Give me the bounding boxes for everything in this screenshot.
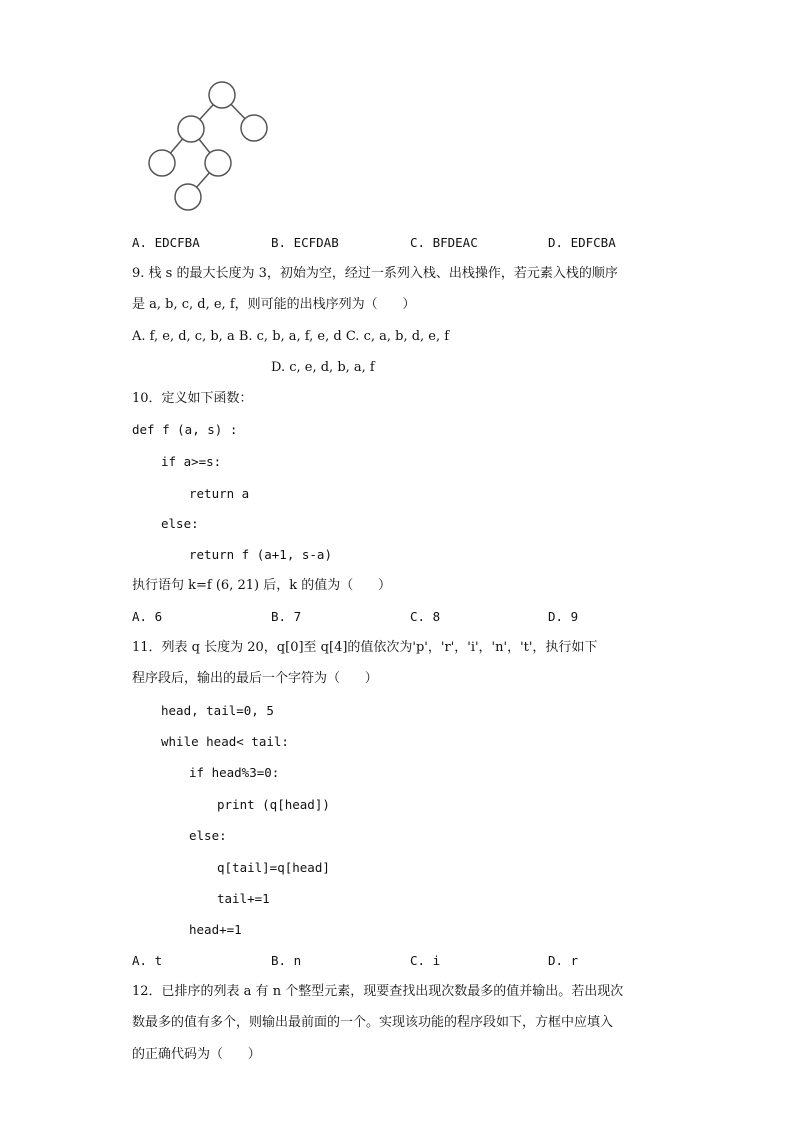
q10-code-line: if a>=s: xyxy=(161,454,222,469)
q11-stem-line2: 程序段后，输出的最后一个字符为（ ） xyxy=(132,671,378,686)
q10-stem: 10．定义如下函数： xyxy=(132,391,253,406)
q11-code-line: print (q[head]) xyxy=(217,797,330,812)
q10-question: 执行语句 k=f (6, 21) 后，k 的值为（ ） xyxy=(132,578,392,593)
q11-code-line: if head%3=0: xyxy=(189,765,280,780)
q8-option-c: C. BFDEAC xyxy=(410,235,478,250)
q8-option-d: D. EDFCBA xyxy=(548,235,616,250)
q11-code-line: else: xyxy=(189,828,227,843)
tree-node-root xyxy=(209,82,235,108)
q11-option-c: C. i xyxy=(410,953,441,968)
q11-code-line: tail+=1 xyxy=(217,891,270,906)
q11-code-line: head, tail=0, 5 xyxy=(161,703,274,718)
q8-option-b: B. ECFDAB xyxy=(271,235,339,250)
q11-option-d: D. r xyxy=(548,953,579,968)
q9-option-d: D. c, e, d, b, a, f xyxy=(271,360,375,375)
tree-node xyxy=(175,184,201,210)
binary-tree-diagram xyxy=(140,76,280,216)
q12-stem-line3: 的正确代码为（ ） xyxy=(132,1047,261,1062)
q10-option-a: A. 6 xyxy=(132,609,163,624)
q12-stem-line1: 12．已排序的列表 a 有 n 个整型元素，现要查找出现次数最多的值并输出。若出现次 xyxy=(132,984,624,999)
tree-node xyxy=(205,150,231,176)
q8-option-a: A. EDCFBA xyxy=(132,235,200,250)
q11-option-b: B. n xyxy=(271,953,302,968)
q10-code-line: def f (a, s) : xyxy=(132,422,238,437)
q11-option-a: A. t xyxy=(132,953,163,968)
q11-code-line: while head< tail: xyxy=(161,734,289,749)
q10-option-b: B. 7 xyxy=(271,609,302,624)
q9-stem-line1: 9. 栈 s 的最大长度为 3，初始为空，经过一系列入栈、出栈操作，若元素入栈的顺序 xyxy=(132,266,618,281)
q11-stem-line1: 11．列表 q 长度为 20，q[0]至 q[4]的值依次为'p'，'r'，'i'，'n'，'t'，执行如下 xyxy=(132,640,598,655)
tree-node xyxy=(178,116,204,142)
q10-code-line: return f (a+1, s-a) xyxy=(189,547,332,562)
q12-stem-line2: 数最多的值有多个，则输出最前面的一个。实现该功能的程序段如下，方框中应填入 xyxy=(132,1015,614,1030)
q11-code-line: head+=1 xyxy=(189,922,242,937)
q10-option-c: C. 8 xyxy=(410,609,441,624)
q10-code-line: else: xyxy=(161,516,199,531)
q10-code-line: return a xyxy=(189,486,250,501)
q11-code-line: q[tail]=q[head] xyxy=(217,860,330,875)
q9-options-row: A. f, e, d, c, b, a B. c, b, a, f, e, d C. c, a, b, d, e, f xyxy=(132,329,450,344)
tree-node xyxy=(241,115,267,141)
q10-option-d: D. 9 xyxy=(548,609,579,624)
tree-node xyxy=(149,150,175,176)
q9-stem-line2: 是 a, b, c, d, e, f，则可能的出栈序列为（ ） xyxy=(132,297,416,312)
